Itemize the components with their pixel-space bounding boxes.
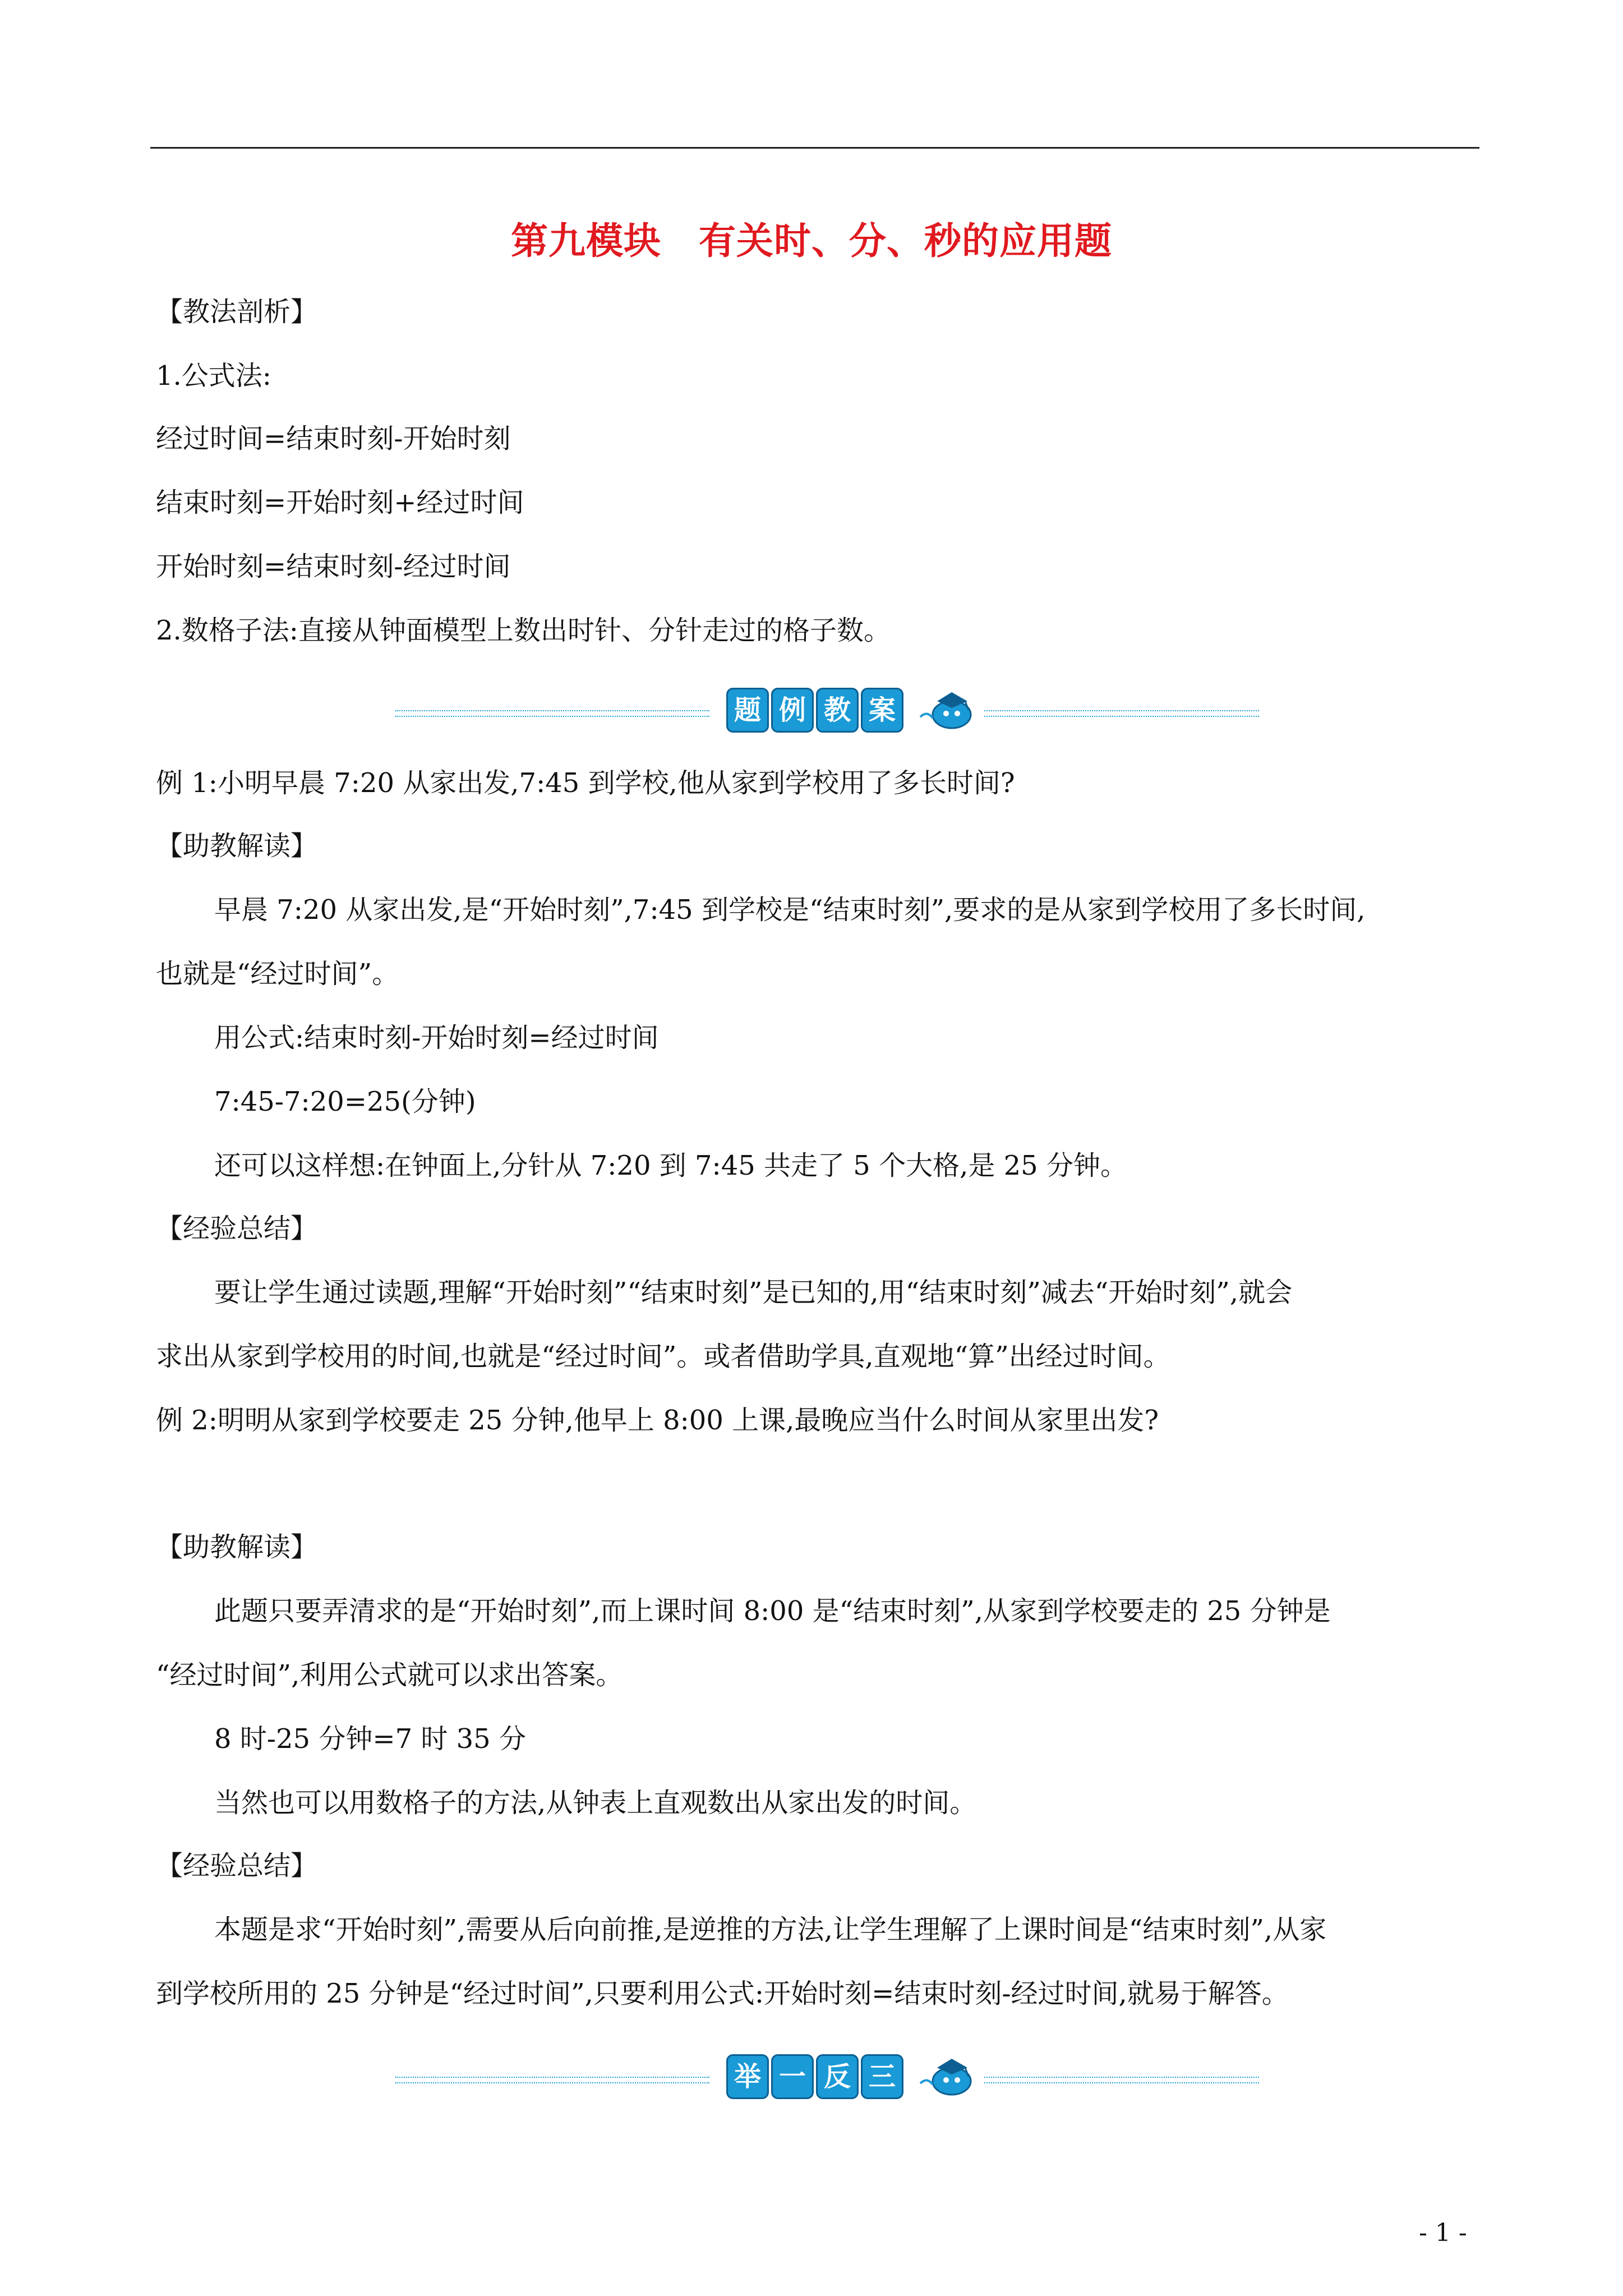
- section-heading-summary: 【经验总结】: [156, 1213, 318, 1244]
- section-heading-summary: 【经验总结】: [156, 1850, 318, 1881]
- paragraph-line: “经过时间”,利用公式就可以求出答案。: [156, 1659, 623, 1691]
- method-2-label: 2.数格子法:直接从钟面模型上数出时针、分针走过的格子数。: [156, 615, 891, 646]
- mascot-icon: [917, 689, 979, 734]
- banner-chip: 举: [726, 2054, 769, 2099]
- paragraph-line: 还可以这样想:在钟面上,分针从 7:20 到 7:45 共走了 5 个大格,是 25 分钟。: [214, 1150, 1127, 1181]
- method-1-label: 1.公式法:: [156, 360, 271, 392]
- formula-line: 结束时刻=开始时刻+经过时间: [156, 487, 524, 518]
- banner-chip: 案: [861, 688, 903, 733]
- paragraph-line: 此题只要弄清求的是“开始时刻”,而上课时间 8:00 是“结束时刻”,从家到学校要走的 25 分钟是: [214, 1595, 1331, 1627]
- paragraph-line: 早晨 7:20 从家出发,是“开始时刻”,7:45 到学校是“结束时刻”,要求的是从家到学校用了多长时间,: [214, 894, 1366, 926]
- banner-practice: [395, 2050, 1259, 2106]
- paragraph-line: 到学校所用的 25 分钟是“经过时间”,只要利用公式:开始时刻=结束时刻-经过时间,就易于解答。: [156, 1978, 1289, 2009]
- paragraph-line: 求出从家到学校用的时间,也就是“经过时间”。或者借助学具,直观地“算”出经过时间。: [156, 1341, 1170, 1372]
- section-heading-reading: 【助教解读】: [156, 1531, 318, 1563]
- section-heading-reading: 【助教解读】: [156, 830, 318, 862]
- banner-chip: 教: [816, 688, 859, 733]
- paragraph-line: 当然也可以用数格子的方法,从钟表上直观数出从家出发的时间。: [214, 1787, 977, 1819]
- formula-line: 开始时刻=结束时刻-经过时间: [156, 551, 511, 582]
- banner-chip: 三: [861, 2054, 903, 2099]
- paragraph-line: 要让学生通过读题,理解“开始时刻”“结束时刻”是已知的,用“结束时刻”减去“开始时刻”,就会: [214, 1277, 1293, 1308]
- formula-line: 经过时间=结束时刻-开始时刻: [156, 423, 511, 454]
- paragraph-line: 7:45-7:20=25(分钟): [214, 1086, 476, 1117]
- banner-chip: 题: [726, 688, 769, 733]
- paragraph-line: 8 时-25 分钟=7 时 35 分: [214, 1723, 526, 1755]
- banner-dotted-line: [984, 2077, 1259, 2083]
- banner-dotted-line: [395, 710, 709, 717]
- banner-examples: [395, 683, 1259, 739]
- banner-chip: 一: [771, 2054, 814, 2099]
- page-title: 第九模块 有关时、分、秒的应用题: [511, 219, 1112, 263]
- paragraph-line: 也就是“经过时间”。: [156, 958, 399, 990]
- header-rule: [150, 147, 1479, 149]
- paragraph-line: 用公式:结束时刻-开始时刻=经过时间: [214, 1022, 659, 1053]
- banner-chip: 反: [816, 2054, 859, 2099]
- banner-chip: 例: [771, 688, 814, 733]
- banner-dotted-line: [395, 2077, 709, 2083]
- example-1-question: 例 1:小明早晨 7:20 从家出发,7:45 到学校,他从家到学校用了多长时间?: [156, 767, 1015, 799]
- example-2-question: 例 2:明明从家到学校要走 25 分钟,他早上 8:00 上课,最晚应当什么时间从家里出发?: [156, 1405, 1159, 1436]
- section-heading-method: 【教法剖析】: [156, 296, 318, 328]
- paragraph-line: 本题是求“开始时刻”,需要从后向前推,是逆推的方法,让学生理解了上课时间是“结束时刻”,从家: [214, 1914, 1327, 1945]
- banner-dotted-line: [984, 710, 1259, 717]
- mascot-icon: [917, 2055, 979, 2100]
- page-number: - 1 -: [1419, 2219, 1467, 2247]
